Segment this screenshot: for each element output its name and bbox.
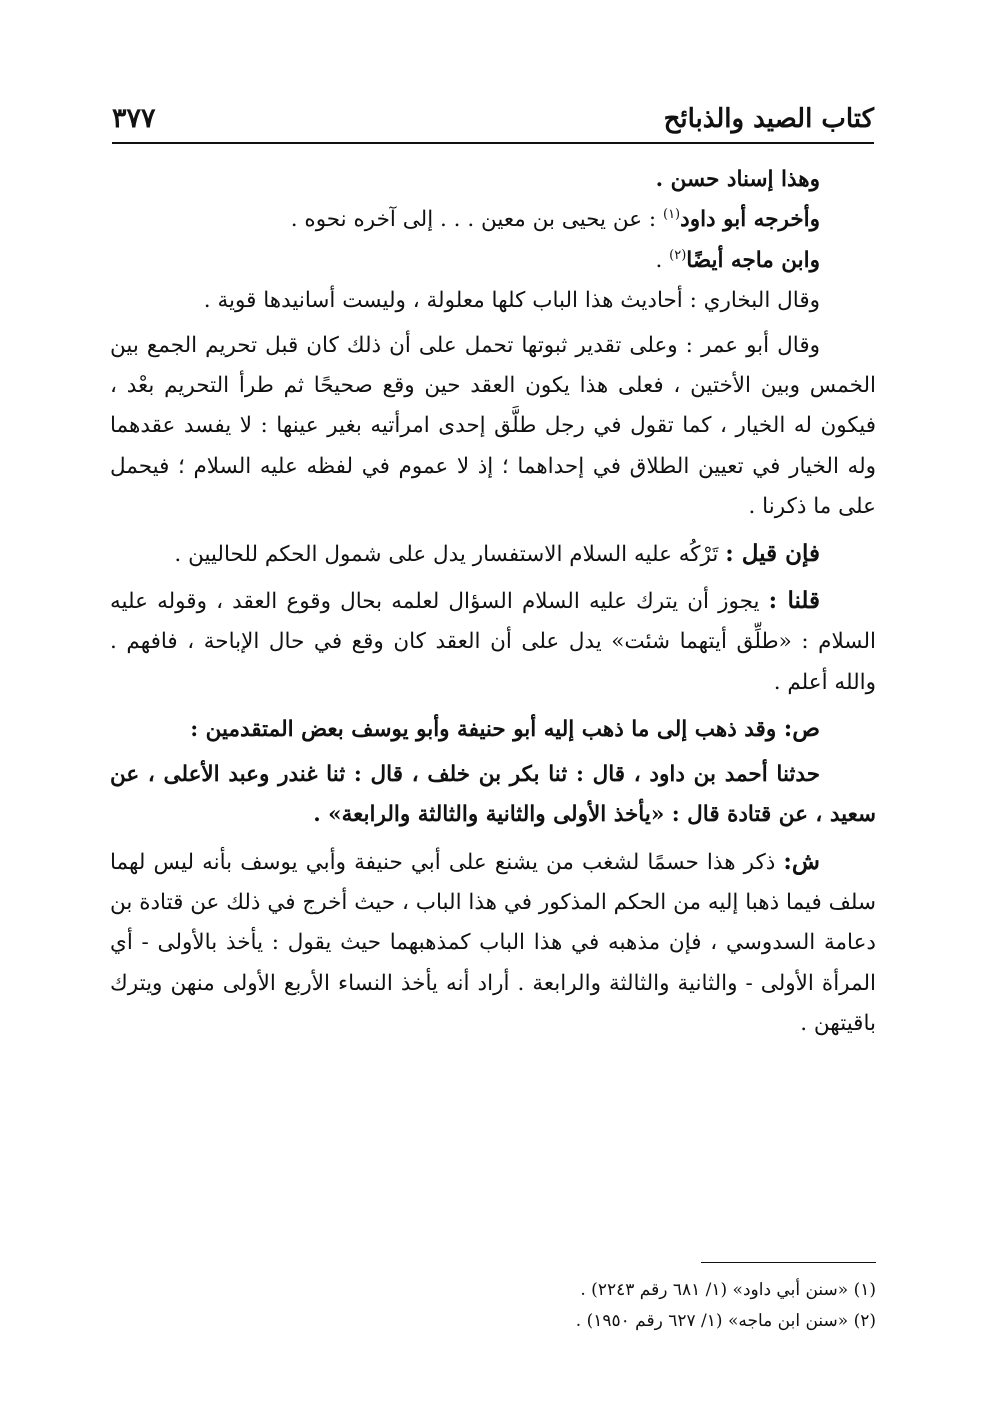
paragraph-lead: ش: bbox=[783, 847, 820, 875]
paragraph-lead: وابن ماجه أيضًا bbox=[686, 247, 820, 273]
footnotes bbox=[110, 1275, 876, 1338]
running-title: كتاب الصيد والذبائح bbox=[663, 104, 874, 134]
footnote-1: (١) «سنن أبي داود» (١/ ٦٨١ رقم ٢٢٤٣) . bbox=[580, 1280, 876, 1300]
paragraph-objection bbox=[110, 532, 876, 575]
paragraph-hadith: حدثنا أحمد بن داود ، قال : ثنا بكر بن خلف ، قال : ثنا غندر وعبد الأعلى ، عن سعيد ، عن قتادة قال : «يأخذ الأولى والثانية والثالثة والرابعة» . bbox=[110, 761, 876, 828]
paragraph-bukhari: وقال البخاري : أحاديث هذا الباب كلها معلولة ، وليست أسانيدها قوية . bbox=[203, 288, 820, 314]
paragraph-text: : عن يحيى بن معين . . . إلى آخره نحوه . bbox=[290, 207, 663, 233]
paragraph-abu-dawud bbox=[110, 200, 876, 240]
paragraph-lead: فإن قيل : bbox=[725, 539, 820, 567]
paragraph-lead: قلنا : bbox=[768, 587, 821, 615]
paragraph-abu-umar: وقال أبو عمر : وعلى تقدير ثبوتها تحمل على أن ذلك كان قبل تحريم الجمع بين الخمس وبين الأختين ، فعلى هذا يكون العقد حين وقع صحيحًا ثم طرأ التحريم بعْد ، فيكون له الخيار ، كما تقول في رجل طلَّق إحدى امرأتيه بغير عينها : لا يفسد عقدهما وله الخيار في تعيين الطلاق في إحداهما ؛ إذ لا عموم في لفظه عليه السلام ؛ فيحمل على ما ذكرنا . bbox=[110, 332, 876, 520]
paragraph-lead: ص: bbox=[783, 715, 820, 743]
footnote-separator bbox=[701, 1262, 876, 1263]
paragraph-text: يجوز أن يترك عليه السلام السؤال لعلمه بحال وقوع العقد ، وقوله عليه السلام : «طلِّق أيتهما شئت» يدل على أن العقد كان وقع في حال الإباحة ، فافهم . والله أعلم . bbox=[110, 589, 876, 695]
paragraph-ibn-majah bbox=[110, 241, 876, 281]
paragraph-isnad: وهذا إسناد حسن . bbox=[655, 167, 820, 192]
paragraph-reply bbox=[110, 579, 876, 703]
paragraph-text: تَرْكُه عليه السلام الاستفسار يدل على شمول الحكم للحاليين . bbox=[174, 541, 726, 567]
paragraph-matn bbox=[110, 707, 876, 750]
paragraph-text: . bbox=[655, 247, 670, 273]
paragraph-sharh bbox=[110, 840, 876, 1045]
paragraph-lead: وأخرجه أبو داود bbox=[680, 207, 820, 233]
page-header bbox=[112, 92, 874, 144]
paragraph-text: ذكر هذا حسمًا لشغب من يشنع على أبي حنيفة وأبي يوسف بأنه ليس لهما سلف فيما ذهبا إليه من الحكم المذكور في هذا الباب ، حيث أخرج في ذلك عن قتادة بن دعامة السدوسي ، فإن مذهبه في هذا الباب كمذهبهما حيث يقول : يأخذ بالأولى - أي المرأة الأولى - والثانية والثالثة والرابعة . أراد أنه يأخذ النساء الأربع الأولى منهن ويترك باقيتهن . bbox=[110, 849, 876, 1037]
footnote-ref-1: (١) bbox=[662, 207, 681, 223]
footnote-2: (٢) «سنن ابن ماجه» (١/ ٦٢٧ رقم ١٩٥٠) . bbox=[575, 1311, 876, 1332]
paragraph-text: وقد ذهب إلى ما ذهب إليه أبو حنيفة وأبو يوسف بعض المتقدمين : bbox=[190, 717, 784, 743]
footnote-ref-2: (٢) bbox=[669, 247, 687, 263]
main-text bbox=[110, 160, 876, 1045]
page-number: ٣٧٧ bbox=[112, 103, 156, 134]
